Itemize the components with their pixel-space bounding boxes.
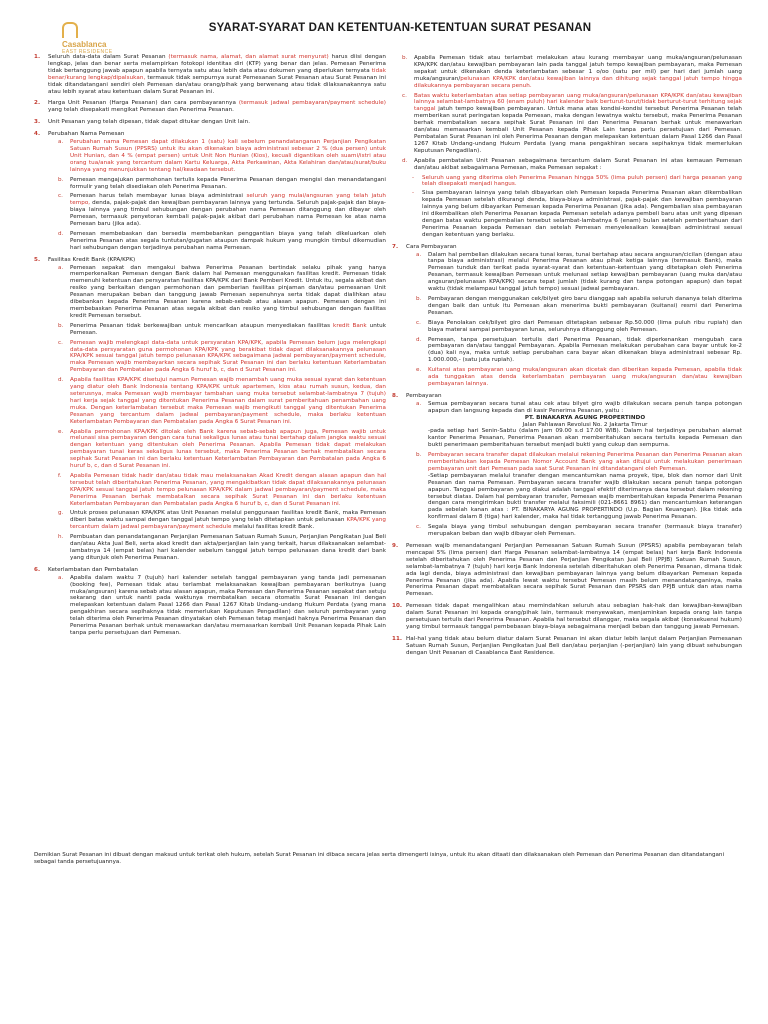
clause-text: Hal-hal yang tidak atau belum diatur dalam Surat Pesanan ini akan diatur lebih lanjut dalam Perjanjian Pemesanan Satuan Rumah Susun, Perjanjian Pengikatan Jual Beli dan/atau perjanjian (-perjanjian) lain yang dibuat sehubungan dengan Unit Pesanan di Casablanca East Residence.: [406, 635, 742, 656]
subclause-5c: [48, 340, 386, 375]
subclause-4d: [48, 231, 386, 252]
logo-line2: EAST RESIDENCE: [62, 49, 113, 55]
subclause-letter: d.: [58, 230, 64, 237]
clause-6: [34, 567, 386, 637]
subclause-letter: c.: [416, 319, 421, 326]
subclause-letter: d.: [416, 336, 422, 343]
subclause-7a: [406, 252, 742, 293]
subclause-4b: [48, 177, 386, 191]
clause-number: 7.: [392, 243, 399, 250]
clause-text: termasuk tidak sempurnya surat Pemesanan Surat Pesanan atau Surat Pesanan ini tidak ditandatangani sendiri oleh Pemesan dan/atau orang/pihak yang berwenang atau tidak dilaksanakannya satu atau lebih syarat atau ketentuan dalam Surat Pesanan ini.: [48, 74, 386, 95]
clause-text: Sisa pembayaran lainnya yang telah dibayarkan oleh Pemesan kepada Penerima Pesanan akan dikembalikan kepada Pemesan setelah dikurangi denda, biaya-biaya administrasi, pajak-pajak dan kewajiban pembayaran lainnya yang belum dibayarkan Pemesan kepada Penerima Pesanan (jika ada). Pengembalian sisa pembayaran ini dikembalikan oleh Penerima Pesanan kepada Pemesan setelah adanya pembeli baru atas unit yang dipesan dengan batas waktu pengembalian tersebut selambat-lambatnya 6 (enam) bulan setelah pemberitahuan dari Penerima Pesanan kepada Pemesan dan setelah Pemesan menyelesaikan kewajiban administrasi sesuai dengan ketentuan yang berlaku.: [422, 190, 742, 238]
clause-number: 5.: [34, 256, 41, 263]
clause-text-highlight: (termasuk jadwal pembayaran/payment schedule): [238, 100, 386, 107]
subclause-5g: [48, 510, 386, 531]
clause-number: 8.: [392, 392, 399, 399]
clause-text-highlight: Apabila permohonan KPA/KPK ditolak oleh Bank karena sebab-sebab apapun juga, Pemesan wajib untuk melunasi sisa pembayaran dengan cara tunai sekaligus lunas atau tunai bertahap dalam jangka waktu sesuai dengan ketentuan yang ditentukan oleh Penerima Pesanan. Apabila Pemesan tidak dapat melakukan pembayaran tunai keras sekaligus lunas tersebut, maka Penerima Pesanan berhak membatalkan secara sepihak Surat Pesanan ini dan berlaku ketentuan Keterlambatan Pembayaran dan Pembatalan pada Angka 6 huruf b, c, dan d Surat Pesanan ini.: [70, 428, 386, 470]
clause-2: [34, 100, 386, 114]
clause-text-highlight: seluruh yang mulai/angsuran yang telah jatuh tempo,: [70, 193, 386, 207]
subclause-letter: a.: [58, 139, 64, 146]
subclause-letter: b.: [416, 296, 422, 302]
company-name: PT. BINAKARYA AGUNG PROPERTINDO: [524, 414, 646, 421]
clause-text: Pemesan harus telah membayar lunas biaya administrasi: [70, 193, 247, 200]
clause-heading: Cara Pembayaran: [406, 243, 457, 250]
clause-text-highlight: Pemesan wajib melengkapi data-data untuk persyaratan KPA/KPK, apabila Pemesan belum juga melengkapi data-data persyaratan guna permohonan KPA/KPK yang berakibat tidak dapat dilaksanakannya pelunasan KPA/KPK sesuai tanggal jatuh tempo pelunasan KPA/KPK sebagaimana jadwal pembayaran/payment schedule, maka Pemesan wajib membayarkan secara sepihak Surat Pesanan ini dan berlaku ketentuan Keterlambatan Pembayaran dan Pembatalan pada Angka 6 huruf b, c, dan d Surat Pesanan ini.: [70, 339, 386, 374]
subclause-4c: [48, 193, 386, 228]
clause-number: 2.: [34, 100, 41, 107]
clause-text: Harga Unit Pesanan (Harga Pesanan) dan cara pembayarannya: [48, 100, 239, 107]
clause-text: denda, pajak-pajak dan kewajiban pembayaran lainnya yang tertunda. Seluruh pajak-pajak dan biaya-biaya lainnya yang timbul sehubungan dengan perubahan nama Pemesan ditanggung dan dibayar oleh Pemesan, termasuk penyetoran kembali pajak-pajak akibat dari perubahan nama Pemesan ke atas nama Pemesan baru (jika ada).: [70, 200, 386, 228]
subclause-5d: [48, 377, 386, 425]
subclause-letter: c.: [416, 524, 421, 531]
clause-number: 9.: [392, 543, 399, 549]
clause-text: Apabila Pemesan tidak atau terlambat melakukan atau kurang membayar uang muka/angsuran/pelunasan KPA/KPK dan/atau kewajiban pembayaran lain pada tanggal jatuh tempo kewajiban pembayaran, maka Pemesan sepakat untuk dikenakan denda keterlambatan sebesar 1 o/oo (satu per mil) per hari dari jumlah uang muka/angsuran/: [414, 55, 742, 82]
subclause-letter: a.: [416, 400, 422, 407]
clause-9: [392, 543, 742, 598]
subclause-4a: [48, 139, 386, 174]
subclause-letter: e.: [58, 428, 64, 435]
subclause-letter: b.: [58, 322, 64, 329]
clause-number: 3.: [34, 119, 41, 126]
clause-number: 10.: [392, 603, 403, 610]
clause-number: 4.: [34, 131, 41, 138]
clause-text-highlight: Batas waktu keterlambatan atas setiap pembayaran uang muka/angsuran/pelunasan KPA/KPK dan/atau kewajiban lainnya selambat-lambatnya 60 (enam puluh) hari kalender baik berturut-turut/tidak berturut-turut terhitung sejak tanggal: [414, 92, 742, 113]
clause-text: Penerima Pesanan tidak berkewajiban untuk mencarikan ataupun menyediakan fasilitas: [70, 322, 334, 329]
clause-heading: Keterlambatan dan Pembatalan: [48, 566, 139, 573]
subclause-letter: d.: [58, 377, 64, 384]
subclause-7d: [406, 337, 742, 365]
subclause-7e: [406, 367, 742, 388]
clause-text-highlight: Perubahan nama Pemesan dapat dilakukan 1 (satu) kali sebelum penandatanganan Perjanjian Pengikatan Satuan Rumah Susun (PPSRS) untuk itu akan dikenakan biaya administrasi sebesar 2 % (dua persen) untuk Unit Hunian, dan 4 % (empat persen) untuk Unit Non Hunian (Kios), kecuali digantikan oleh suami/istri atau orang tua/anak yang tercantum dalam Kartu Keluarga, Akta Perkawinan, Akta Kelahiran dan/atau/surat/buku lainnya yang menunjukkan tentang hal/keadaan tersebut.: [70, 139, 386, 173]
clause-number: 1.: [34, 54, 41, 60]
subclause-5h: [48, 534, 386, 562]
clause-text: Biaya Penolakan cek/bilyet giro dari Pemesan ditetapkan sebesar Rp.50.000 (lima puluh ribu rupiah) dan biaya materai sampai pembayaran lunas, seluruhnya ditanggung oleh Pemesan.: [428, 319, 742, 333]
clause-text: Untuk proses pelunasan KPA/KPK atas Unit Pesanan melalui penggunaan fasilitas kredit Bank, maka Pemesan diberi batas waktu sampai dengan tanggal jatuh tempo yang telah ditetapkan untuk pelunasan: [70, 510, 386, 524]
clause-text: Seluruh data-data dalam Surat Pesanan: [48, 54, 169, 60]
clause-11: [392, 636, 742, 657]
clause-text-highlight: tidak benar/kurang lengkap/dipalsukan,: [48, 67, 386, 81]
subclause-5a: [48, 265, 386, 320]
clause-7: [392, 244, 742, 388]
bullet-dash: -: [412, 174, 415, 181]
clause-3: [34, 119, 386, 126]
subclause-letter: c.: [58, 339, 63, 346]
subclause-5e: [48, 429, 386, 470]
clause-text-highlight: pelunasan KPA/KPK dan/atau kewajiban lainnya dan dihitung sejak tanggal jatuh tempo hingga dilakukannya pembayaran secara penuh.: [414, 75, 742, 89]
subclause-6d-2: [392, 190, 742, 238]
clause-text: Pemesan tidak dapat mengalihkan atau memindahkan seluruh atau sebagian hak-hak dan kewajiban-kewajiban dalam Surat Pesanan ini kepada orang/pihak lain, termasuk menyewakan, menjaminkan kepada orang lain tanpa persetujuan tertulis dari Penerima Pesanan. Apabila hal tersebut dilanggar, maka segala akibat (konsekuensi hukum) yang timbul termasuk tanggal pembebasan biaya-biaya sebagaimana menjadi beban dan tanggung jawab Pemesan.: [406, 603, 742, 630]
left-column: [34, 54, 386, 642]
subclause-letter: a.: [58, 574, 64, 581]
clause-text: -pada setiap hari Senin-Sabtu (dalam jam 09.00 s.d 17.00 WIB). Dalam hal terjadinya perubahan alamat kantor Penerima Pesanan, Penerima Pesanan akan memberitahukan secara tertulis kepada Pemesan dan bukti penerimaan pemberitahuan tersebut menjadi bukti yang cukup dan sempurna.: [428, 428, 742, 449]
subclause-letter: c.: [402, 92, 407, 99]
subclause-6d-1: [392, 175, 742, 189]
subclause-letter: a.: [58, 264, 64, 271]
document-title: SYARAT-SYARAT DAN KETENTUAN-KETENTUAN SURAT PESANAN: [208, 22, 592, 34]
subclause-6c: [392, 93, 742, 155]
subclause-letter: d.: [402, 157, 408, 164]
clause-text: Pemesan sepakat dan mengakui bahwa Penerima Pesanan bertindak selaku pihak yang hanya memperkenalkan Pemesan dengan Bank dalam hal Pemesan menggunakan fasilitas kredit. Pemesan tidak memenuhi ketentuan dan persyaratan fasilitas KPA/KPK dari Bank Pemberi Kredit. Untuk itu, segala akibat dan resiko yang berkaitan dengan permohonan dan pemberian fasilitas pinjaman dan/atau pemesanan Unit Pesanan merupakan beban dan tanggung jawab Pemesan sepenuhnya serta tidak dapat dialihkan atau dibebankan kepada Penerima Pesanan karena sebab-sebab atau alasan apapun. Pemesan dengan ini membebaskan Penerima Pesanan atas segala akibat dan resiko yang timbul sehubungan dengan fasilitas kredit Pemesan tersebut.: [70, 264, 386, 319]
clause-text: Pemesan mengajukan permohonan tertulis kepada Penerima Pesanan dengan mengisi dan menandatangani formulir yang telah disediakan oleh Penerima Pesanan.: [70, 176, 386, 190]
closing-statement: Demikian Surat Pesanan ini dibuat dengan maksud untuk terikat oleh hukum, setelah Surat Pesanan ini dibaca secara jelas serta dimengerti isinya, untuk itu akan ditaati dan dilaksanakan oleh Pemesan dan Penerima Pesanan dan ditandatangani sebagai tanda persetujuannya.: [34, 852, 725, 865]
clause-text: Pemesan membebaskan dan bersedia membebankan penggantian biaya yang telah dikeluarkan oleh Penerima Pesanan atas segala tuntutan/gugatan ataupun dampak hukum yang mungkin timbul dikemudian hari sehubungan dengan terjadinya perubahan nama Pemesan.: [70, 230, 386, 251]
subclause-letter: a.: [416, 251, 422, 258]
subclause-8c: [406, 524, 742, 538]
clause-text-highlight: Kuitansi atas pembayaran uang muka/angsuran akan dicetak dan diberikan kepada Pemesan, apabila tidak ada tunggakan atas denda keterlambatan pembayaran uang muka/angsuran dan/atau kewajiban pembayaran lainnya.: [428, 367, 742, 387]
subclause-letter: g.: [58, 510, 64, 517]
clause-text: Pembuatan dan penandatanganan Perjanjian Pemesanan Satuan Rumah Susun, Perjanjian Pengikatan Jual Beli dan/atau Akta Jual Beli, serta akad kredit dan akta/perjanjian lain yang terkait, harus dilaksanakan selambat-lambatnya 14 (empat belas) hari kalender sebelum tanggal jatuh tempo pelunasan dana kredit dari bank yang ditunjuk oleh Penerima Pesanan.: [70, 534, 386, 561]
clause-text: Unit Pesanan yang telah dipesan, tidak dapat ditukar dengan Unit lain.: [48, 119, 251, 126]
clause-5: [34, 257, 386, 562]
subclause-5f: [48, 473, 386, 508]
subclause-letter: b.: [58, 176, 64, 183]
clause-text-highlight: Apabila Pemesan tidak hadir dan/atau tidak mau melaksanakan Akad Kredit dengan alasan apapun dan hal tersebut telah diberitahukan Penerima Pesanan, yang mengakibatkan tidak dapat dilaksanakannya pelunasan KPA/KPK sesuai tanggal jatuh tempo pelunasan KPA/KPK dalam jadwal pembayaran/payment schedule, maka Penerima Pesanan berhak membatalkan secara sepihak Surat Pesanan ini dan berlaku ketentuan Keterlambatan Pembayaran dan Pembatalan pada Angka 6 huruf b, c, dan d Surat Pesanan ini.: [70, 472, 386, 507]
clause-text: Pemesan, tanpa persetujuan tertulis dari Penerima Pesanan, tidak diperkenankan mengubah cara pembayaran dan/atau tanggal Pembayaran. Apabila Pemesan melakukan perubahan cara bayar untuk ke-2 (dua) kali nya, maka untuk setiap perubahan cara bayar akan dikenakan biaya administrasi sebesar Rp. 1.000.000,- (satu juta rupiah).: [428, 336, 742, 364]
subclause-7b: [406, 296, 742, 317]
subclause-6d: [392, 158, 742, 172]
clause-text-highlight: Pembayaran secara transfer dapat dilakukan melalui rekening Penerima Pesanan dan Penerima Pesanan akan memberitahukan kepada Pemesan Nomor Account Bank yang akan ditujui untuk melakukan penerimaan pembayaran unit dari Pemesan pada saat Surat Pesanan ini ditandatangani oleh Pemesan.: [428, 452, 742, 472]
subclause-7c: [406, 320, 742, 334]
clause-number: 11.: [392, 635, 403, 642]
subclause-6a: [48, 575, 386, 637]
clause-text: Segala biaya yang timbul sehubungan dengan pembayaran secara transfer (termasuk biaya transfer) merupakan beban dan wajib dibayar oleh Pemesan.: [428, 524, 742, 538]
clause-number: 6.: [34, 566, 41, 573]
clause-4: [34, 131, 386, 252]
clause-heading: Perubahan Nama Pemesan: [48, 131, 125, 138]
bullet-dash: -: [412, 190, 415, 197]
clause-heading: Fasilitas Kredit Bank (KPA/KPK): [48, 256, 136, 263]
clause-text: Apabila pembatalan Unit Pesanan sebagaimana tercantum dalam Surat Pesanan ini atas kemauan Pemesan dan/atau akibat sebagaimana Pemesan, maka Pemesan sepakat :: [414, 157, 742, 171]
clause-text-highlight: Seluruh uang yang diterima oleh Penerima Pesanan hingga 50% (lima puluh persen) dari harga pesanan yang telah disepakati menjadi hangus.: [422, 174, 742, 188]
logo-line1: Casablanca: [62, 40, 107, 49]
subclause-6b: [392, 55, 742, 90]
clause-text: harus diisi dengan lengkap, jelas dan benar serta melampirkan fotokopi identitas diri (KTP) yang benar dan jelas. Pemesan Penerima tidak bertanggung jawab apapun apabila ternyata satu atau lebih data atau dokumen yang diperlukan ternyata: [48, 54, 386, 74]
clause-1: [34, 54, 386, 95]
clause-text: untuk Pemesan.: [70, 322, 386, 336]
subclause-letter: c.: [58, 193, 63, 200]
clause-text: melalui fasilitas kredit Bank.: [231, 524, 315, 531]
subclause-8a: [406, 401, 742, 449]
clause-text: Pemesan wajib menandatangani Perjanjian Pemesanan Satuan Rumah Susun (PPSRS) apabila pembayaran telah mencapai 5% (lima persen) dari Harga Pesanan selambat-lambatnya 14 (empat belas) hari kerja Bank Indonesia setelah diberitahukan oleh Penerima Pesanan dan Perjanjian Pengikatan Jual Beli (PPJB) Satuan Rumah Susun, selambat-lambatnya 7 (tujuh) hari kerja Bank Indonesia setelah diberitahukan oleh Penerima Pesanan, dimana tidak ada lagi denda, biaya administrasi dan kewajiban pembayaran lainnya yang belum dibayarkan Pemesan kepada Penerima Pesanan (jika ada). Apabila lewat waktu tersebut Pemesan masih belum menandatanganinya, maka Penerima Pesanan dapat membatalkan secara sepihak Surat Pesanan dan PPSRS dan PPJB untuk dan atas nama Pemesan.: [406, 543, 742, 598]
clause-8: [392, 393, 742, 538]
clause-text: yang telah disepakati mengikat Pemesan dan Penerima Pesanan.: [48, 107, 235, 114]
subclause-letter: b.: [416, 452, 422, 459]
subclause-letter: f.: [58, 472, 62, 479]
subclause-8b: [406, 452, 742, 521]
clause-text-highlight: kredit Bank: [333, 322, 367, 329]
clause-text: -Setiap pembayaran melalui transfer dengan mencantumkan nama proyek, tipe, blok dan nomor dari Unit Pesanan dan nama Pemesan. Pembayaran secara transfer wajib dilakukan secara penuh tanpa potongan apapun. Tanggal pembayaran yang diakui adalah tanggal efektif diterimanya dana tersebut dalam rekening tersebut diatas. Dalam hal pembayaran transfer, Pemesan wajib memberitahukan kepada Penerima Pesanan dengan cara mengirimkan bukti transfer melalui faksimili (021-8661 8961) dan mencantumkan keterangan pada sebelah kanan atas : PT. BINAKARYA AGUNG PROPERTINDO (U.p. Bagian Keuangan). Jika tidak ada konfirmasi dalam 8 (tiga) hari kalender, maka hal tidak tertanggung jawab Penerima Pesanan.: [428, 472, 742, 521]
arch-logo-icon: [62, 22, 78, 38]
clause-heading: Pembayaran: [406, 392, 442, 399]
company-address: Jalan Pahlawan Revolusi No. 2 Jakarta Timur: [522, 421, 648, 428]
clause-text-highlight: KPA/KPK yang tercantum dalam jadwal pembayaran/payment schedule: [70, 517, 386, 531]
subclause-letter: b.: [402, 55, 408, 61]
clause-10: [392, 603, 742, 631]
clause-text: Semua pembayaran secara tunai atau cek atau bilyet giro wajib dilakukan secara penuh tanpa potongan apapun dan langsung kepada dan di kasir Penerima Pesanan, yaitu :: [428, 400, 742, 414]
clause-text: Apabila dalam waktu 7 (tujuh) hari kalender setelah tanggal pembayaran yang tanda jadi pemesanan (booking fee), Pemesan tidak atau terlambat melaksanakan kewajiban pembayaran berikutnya (uang muka/angsuran) karena sebab atau alasan apapun, maka Pemesan dan Penerima Pesanan sepakat dan setuju sekarang dan untuk nanti pada waktunya membatalkan secara otomatis Surat Pesanan ini dengan melepaskan ketentuan dalam Pasal 1266 dan Pasal 1267 Kitab Undang-undang Hukum Perdata (yang mana pengakhiran secara sepihaknya tidak memerlukan Keputusan Pengadilan) dan seluruh pembayaran yang telah diterima oleh Penerima Pesanan dinyatakan oleh Pemesan tetap menjadi haknya Penerima Pesanan dan Penerima Pesanan berhak untuk menawarkan dan/atau memasarkan kembali Unit Pesanan kepada Pihak Lain tanpa perlu persetujuan dari Pemesan.: [70, 574, 386, 636]
casablanca-logo: [60, 20, 120, 56]
clause-text-highlight: Apabila fasilitas KPA/KPK disetujui namun Pemesan wajib menambah uang muka sesuai syarat dan ketentuan yang diatur oleh Bank Indonesia tentang KPA/KPK untuk apartemen, kios atau rumah susun, kedua, dan seterusnya, maka Pemesan wajib membayar tambahan uang muka tersebut selambat-lambatnya 7 (tujuh) hari kerja sejak tanggal yang ditentukan Penerima Pesanan dalam surat pemberitahuan penambahan uang muka. Dengan keterlambatan tersebut maka Pemesan wajib mengikuti tanggal yang ditentukan Penerima Pesanan yang tercantum dalam jadwal pembayaran/payment schedule, maka berlaku ketentuan Keterlambatan Pembayaran dan Pembatalan pada Angka 6 Surat Pesanan ini.: [70, 377, 386, 425]
subclause-letter: e.: [416, 367, 422, 374]
subclause-letter: h.: [58, 534, 64, 541]
clause-text: Dalam hal pembelian dilakukan secara tunai keras, tunai bertahap atau secara angsuran/cicilan (dengan atau tanpa biaya administrasi) melalui Penerima Pesanan atau pihak ketiga lainnya (termasuk Bank), maka Pemesan tunduk dan terikat pada syarat-syarat dan ketentuan-ketentuan yang ditetapkan oleh Penerima Pesanan, termasuk kewajiban Pemesan untuk melunasi setiap kewajiban pembayaran (uang muka dan/atau angsuran/pelunasan KPA/KPK) secara tepat jumlah (tidak kurang dan tanpa potongan apapun) dan tepat waktu (tidak melampaui tanggal jatuh tempo) sesuai jadwal pembayaran.: [428, 251, 742, 293]
subclause-5b: [48, 323, 386, 337]
clause-text: Pembayaran dengan menggunakan cek/bilyet giro baru dianggap sah apabila seluruh dananya telah diterima dengan baik dan untuk itu Pemesan akan menerima bukti pembayaran (kuitansi) resmi dari Penerima Pesanan.: [428, 296, 742, 316]
clause-text-highlight: (termasuk nama, alamat, dan alamat surat menyurat): [168, 54, 329, 60]
right-column: [392, 54, 742, 662]
clause-text: jatuh tempo kewajiban pembayaran. Untuk mana atas kondisi-kondisi tersebut Penerima Pesanan telah memberikan surat peringatan kepada Pemesan, maka dengan lewatnya waktu tersebut, maka Penerima Pesanan berhak membatalkan secara sepihak Surat Pesanan ini dan Penerima Pesanan berhak untuk menawarkan dan/atau memasarkan kembali Unit Pesanan kepada Pihak Lain tanpa perlu persetujuan dari Pemesan. Pembatalan Surat Pesanan ini oleh Penerima Pesanan dengan melepaskan ketentuan dalam Pasal 1266 dan Pasal 1267 Kitab Undang-undang Hukum Perdata (yang mana pengakhiran secara sepihaknya tidak memerlukan Keputusan Pengadilan).: [414, 106, 742, 154]
